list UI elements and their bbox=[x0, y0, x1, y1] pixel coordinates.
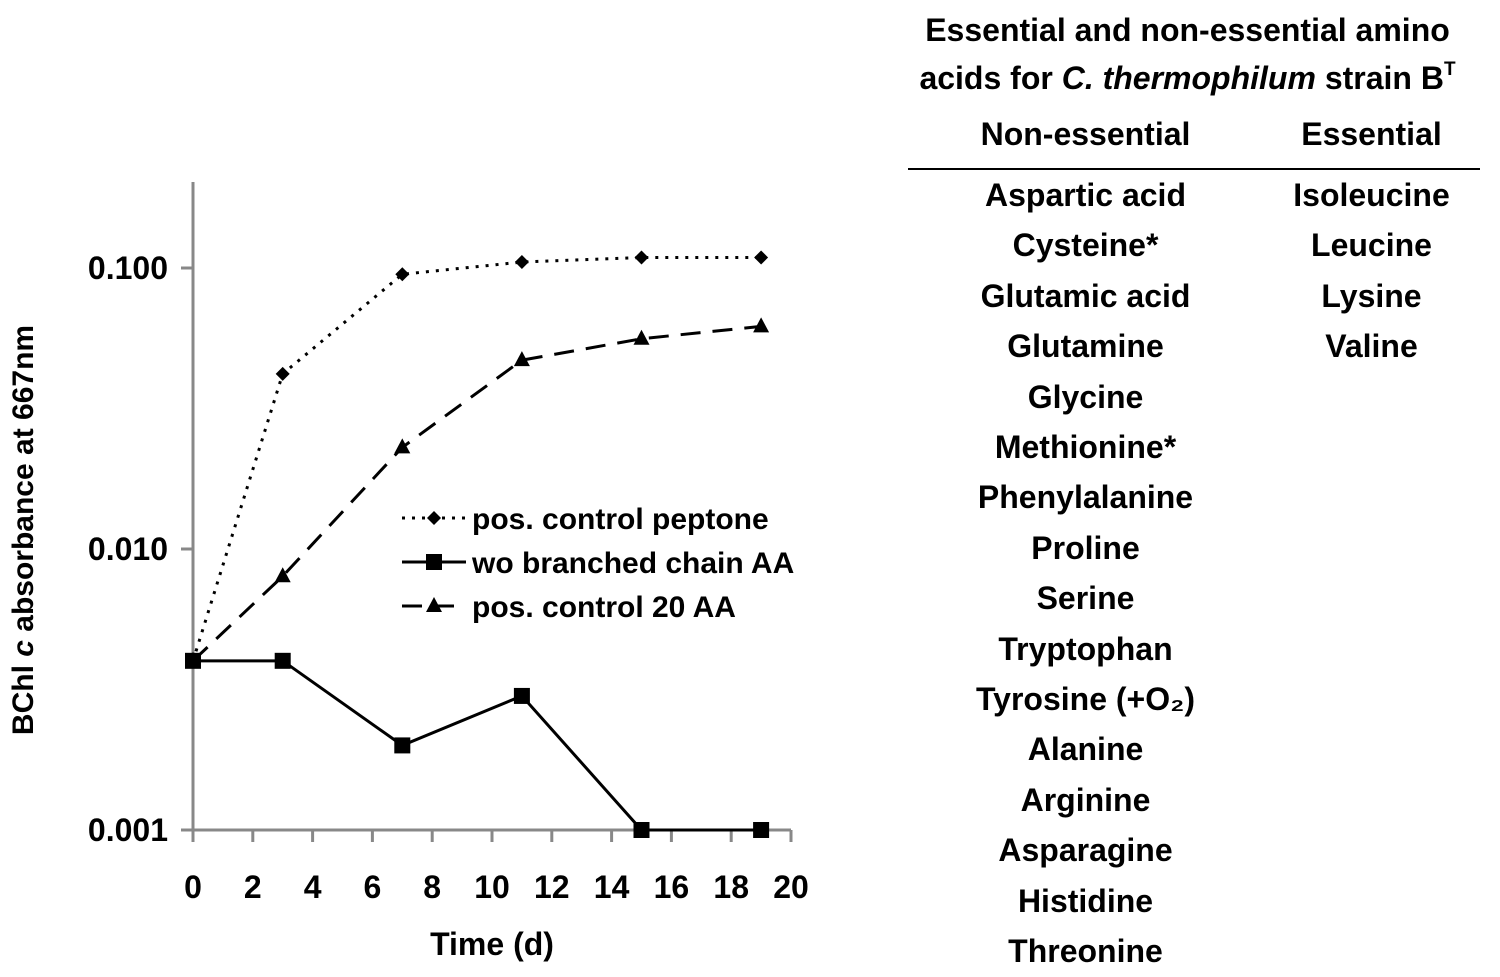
x-tick-label: 14 bbox=[593, 869, 630, 905]
non-essential-amino-acid: Serine bbox=[1036, 580, 1135, 617]
legend bbox=[402, 503, 794, 624]
y-tick-label: 0.010 bbox=[87, 531, 168, 567]
data-point bbox=[514, 688, 530, 704]
x-tick-label: 10 bbox=[474, 869, 510, 905]
table-title-line2-pre: acids for bbox=[919, 60, 1062, 96]
x-tick-label: 8 bbox=[423, 869, 442, 905]
table-title bbox=[880, 6, 1495, 102]
data-point bbox=[515, 255, 529, 269]
data-point bbox=[753, 317, 769, 332]
non-essential-amino-acid: Aspartic acid bbox=[985, 177, 1186, 213]
non-essential-amino-acid: Tyrosine (+O₂) bbox=[976, 681, 1195, 718]
x-tick-label: 6 bbox=[363, 869, 382, 905]
amino-acid-table bbox=[908, 116, 1480, 977]
data-point bbox=[634, 822, 650, 838]
legend-label: pos. control peptone bbox=[472, 503, 769, 536]
non-essential-amino-acid: Tryptophan bbox=[998, 630, 1173, 667]
amino-acid-panel bbox=[880, 6, 1495, 970]
data-point bbox=[635, 250, 649, 264]
legend-label: wo branched chain AA bbox=[472, 547, 795, 580]
non-essential-amino-acid: Glutamine bbox=[1007, 328, 1164, 365]
x-tick-label: 0 bbox=[184, 869, 202, 905]
non-essential-amino-acid: Glycine bbox=[1027, 378, 1144, 415]
data-point bbox=[394, 737, 410, 753]
essential-amino-acid: Isoleucine bbox=[1293, 177, 1450, 213]
non-essential-amino-acid: Arginine bbox=[1020, 781, 1151, 818]
non-essential-amino-acid: Proline bbox=[1031, 529, 1140, 566]
header-non-essential: Non-essential bbox=[980, 116, 1191, 152]
non-essential-amino-acid: Histidine bbox=[1017, 882, 1154, 919]
series-layer bbox=[185, 250, 769, 838]
x-tick-label: 12 bbox=[534, 869, 570, 905]
essential-amino-acid: Valine bbox=[1325, 328, 1418, 365]
non-essential-amino-acid: Methionine* bbox=[994, 429, 1177, 466]
data-point bbox=[275, 653, 291, 669]
x-tick-label: 16 bbox=[653, 869, 690, 905]
data-point bbox=[634, 330, 650, 345]
non-essential-amino-acid: Alanine bbox=[1027, 731, 1144, 768]
data-point bbox=[394, 438, 410, 453]
table-title-line2-post: strain B bbox=[1315, 60, 1444, 96]
data-point bbox=[276, 367, 290, 381]
series-square bbox=[185, 653, 769, 838]
data-point bbox=[395, 267, 409, 281]
x-tick-label: 20 bbox=[773, 869, 809, 905]
x-tick-label: 2 bbox=[243, 869, 262, 905]
x-tick-label: 18 bbox=[713, 869, 749, 905]
y-tick-label: 0.100 bbox=[87, 250, 168, 286]
series-line bbox=[193, 661, 761, 830]
legend-marker bbox=[427, 511, 441, 525]
non-essential-amino-acid: Cysteine* bbox=[1012, 227, 1159, 264]
table-header-row bbox=[908, 116, 1480, 170]
table-title-superscript: T bbox=[1443, 59, 1456, 80]
data-point bbox=[753, 822, 769, 838]
x-tick-label: 4 bbox=[303, 869, 322, 905]
essential-amino-acid: Lysine bbox=[1321, 277, 1422, 314]
y-axis-label: BChl c absorbance at 667nm bbox=[7, 324, 40, 736]
legend-label: pos. control 20 AA bbox=[472, 591, 736, 624]
essential-amino-acid: Leucine bbox=[1311, 227, 1432, 264]
non-essential-amino-acid: Phenylalanine bbox=[977, 479, 1194, 516]
data-point bbox=[754, 250, 768, 264]
essential-list bbox=[1263, 170, 1480, 977]
non-essential-amino-acid: Glutamic acid bbox=[980, 277, 1191, 314]
non-essential-amino-acid: Threonine bbox=[1008, 933, 1163, 970]
y-tick-label: 0.001 bbox=[87, 812, 168, 848]
header-essential: Essential bbox=[1301, 116, 1442, 152]
non-essential-amino-acid: Asparagine bbox=[998, 832, 1173, 869]
non-essential-list bbox=[908, 170, 1263, 977]
table-title-line1: Essential and non-essential amino bbox=[925, 12, 1450, 48]
table-title-organism: C. thermophilum bbox=[1061, 60, 1316, 96]
table-body bbox=[908, 170, 1480, 977]
legend-marker bbox=[426, 554, 442, 570]
x-axis-label: Time (d) bbox=[430, 926, 554, 962]
